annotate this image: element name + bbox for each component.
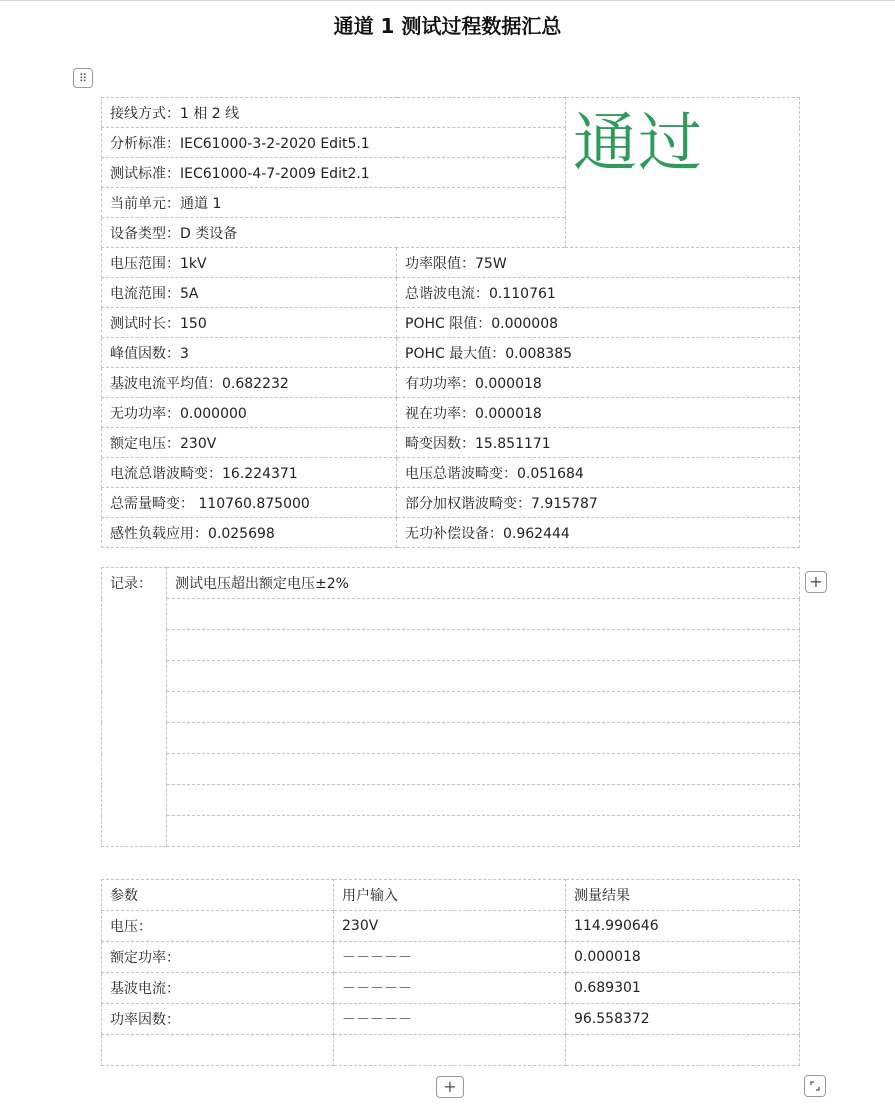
table-row <box>102 1035 800 1066</box>
table-row <box>102 98 800 128</box>
table-row <box>102 428 800 458</box>
table-row <box>102 599 800 630</box>
measure-result[interactable]: 0.000018 <box>566 942 800 973</box>
table-row <box>102 911 800 942</box>
measure-param[interactable]: 基波电流： <box>102 973 334 1004</box>
param-cell[interactable]: 视在功率：0.000018 <box>397 398 800 428</box>
param-cell[interactable]: 无功功率：0.000000 <box>102 398 397 428</box>
table-row <box>102 278 800 308</box>
param-cell[interactable]: 基波电流平均值：0.682232 <box>102 368 397 398</box>
record-line[interactable] <box>167 816 800 847</box>
record-line[interactable] <box>167 692 800 723</box>
param-cell[interactable]: 无功补偿设备：0.962444 <box>397 518 800 548</box>
table-row <box>102 661 800 692</box>
param-cell[interactable]: 总谐波电流：0.110761 <box>397 278 800 308</box>
param-cell[interactable]: 电压范围：1kV <box>102 248 397 278</box>
measure-input[interactable] <box>334 1035 566 1066</box>
table-row <box>102 723 800 754</box>
record-line[interactable] <box>167 785 800 816</box>
info-cell[interactable]: 分析标准：IEC61000-3-2-2020 Edit5.1 <box>102 128 566 158</box>
top-border <box>0 0 895 1</box>
table-row <box>102 973 800 1004</box>
column-header-result: 测量结果 <box>566 880 800 911</box>
table-row <box>102 368 800 398</box>
param-cell[interactable]: 额定电压：230V <box>102 428 397 458</box>
page-title: 通道 1 测试过程数据汇总 <box>333 14 562 38</box>
table-row <box>102 942 800 973</box>
param-cell[interactable]: 感性负载应用：0.025698 <box>102 518 397 548</box>
param-cell[interactable]: 峰值因数：3 <box>102 338 397 368</box>
info-cell[interactable]: 当前单元：通道 1 <box>102 188 566 218</box>
info-cell[interactable]: 设备类型：D 类设备 <box>102 218 566 248</box>
resize-table-button[interactable] <box>804 1075 826 1097</box>
table-row <box>102 816 800 847</box>
info-cell[interactable]: 接线方式：1 相 2 线 <box>102 98 566 128</box>
result-cell <box>566 98 800 248</box>
table-row <box>102 338 800 368</box>
param-cell[interactable]: 部分加权谐波畸变：7.915787 <box>397 488 800 518</box>
param-cell[interactable]: 有功功率：0.000018 <box>397 368 800 398</box>
table-row <box>102 248 800 278</box>
record-line[interactable] <box>167 661 800 692</box>
add-row-button[interactable] <box>436 1076 464 1098</box>
table-row <box>102 630 800 661</box>
table-row <box>102 398 800 428</box>
param-cell[interactable]: POHC 限值：0.000008 <box>397 308 800 338</box>
measure-input[interactable]: －－－－－ <box>334 1004 566 1035</box>
table-row <box>102 568 800 599</box>
record-line[interactable] <box>167 630 800 661</box>
param-cell[interactable]: 功率限值：75W <box>397 248 800 278</box>
table-row <box>102 785 800 816</box>
measure-input[interactable]: －－－－－ <box>334 942 566 973</box>
plus-icon: + <box>443 1077 457 1096</box>
param-cell[interactable]: 总需量畸变： 110760.875000 <box>102 488 397 518</box>
record-line[interactable] <box>167 723 800 754</box>
table-row <box>102 458 800 488</box>
param-cell[interactable]: 电压总谐波畸变：0.051684 <box>397 458 800 488</box>
info-cell[interactable]: 测试标准：IEC61000-4-7-2009 Edit2.1 <box>102 158 566 188</box>
measurement-table <box>101 879 800 1066</box>
record-line[interactable] <box>167 599 800 630</box>
column-header-user-input: 用户输入 <box>334 880 566 911</box>
record-line[interactable]: 测试电压超出额定电压±2% <box>167 568 800 599</box>
table-row <box>102 1004 800 1035</box>
table-row <box>102 692 800 723</box>
column-header-param: 参数 <box>102 880 334 911</box>
table-header-row <box>102 880 800 911</box>
table-row <box>102 488 800 518</box>
measure-input[interactable]: －－－－－ <box>334 973 566 1004</box>
param-cell[interactable]: POHC 最大值：0.008385 <box>397 338 800 368</box>
drag-handle-icon[interactable]: ⠿ <box>73 68 93 88</box>
plus-icon: + <box>809 572 823 591</box>
add-column-button[interactable] <box>805 571 827 593</box>
param-cell[interactable]: 电流范围：5A <box>102 278 397 308</box>
pass-status: 通过 <box>573 107 704 181</box>
record-line[interactable] <box>167 754 800 785</box>
param-cell[interactable]: 畸变因数：15.851171 <box>397 428 800 458</box>
table-row <box>102 308 800 338</box>
measure-result[interactable]: 0.689301 <box>566 973 800 1004</box>
table-row <box>102 518 800 548</box>
param-cell[interactable]: 电流总谐波畸变：16.224371 <box>102 458 397 488</box>
measure-param[interactable] <box>102 1035 334 1066</box>
measure-result[interactable]: 114.990646 <box>566 911 800 942</box>
measure-param[interactable]: 额定功率： <box>102 942 334 973</box>
measure-result[interactable] <box>566 1035 800 1066</box>
measure-result[interactable]: 96.558372 <box>566 1004 800 1035</box>
table-row <box>102 754 800 785</box>
measure-param[interactable]: 电压： <box>102 911 334 942</box>
resize-corner-icon <box>809 1080 821 1092</box>
measure-input[interactable]: 230V <box>334 911 566 942</box>
summary-table <box>101 97 800 548</box>
record-table <box>101 567 800 847</box>
record-label: 记录： <box>102 568 167 847</box>
measure-param[interactable]: 功率因数： <box>102 1004 334 1035</box>
param-cell[interactable]: 测试时长：150 <box>102 308 397 338</box>
